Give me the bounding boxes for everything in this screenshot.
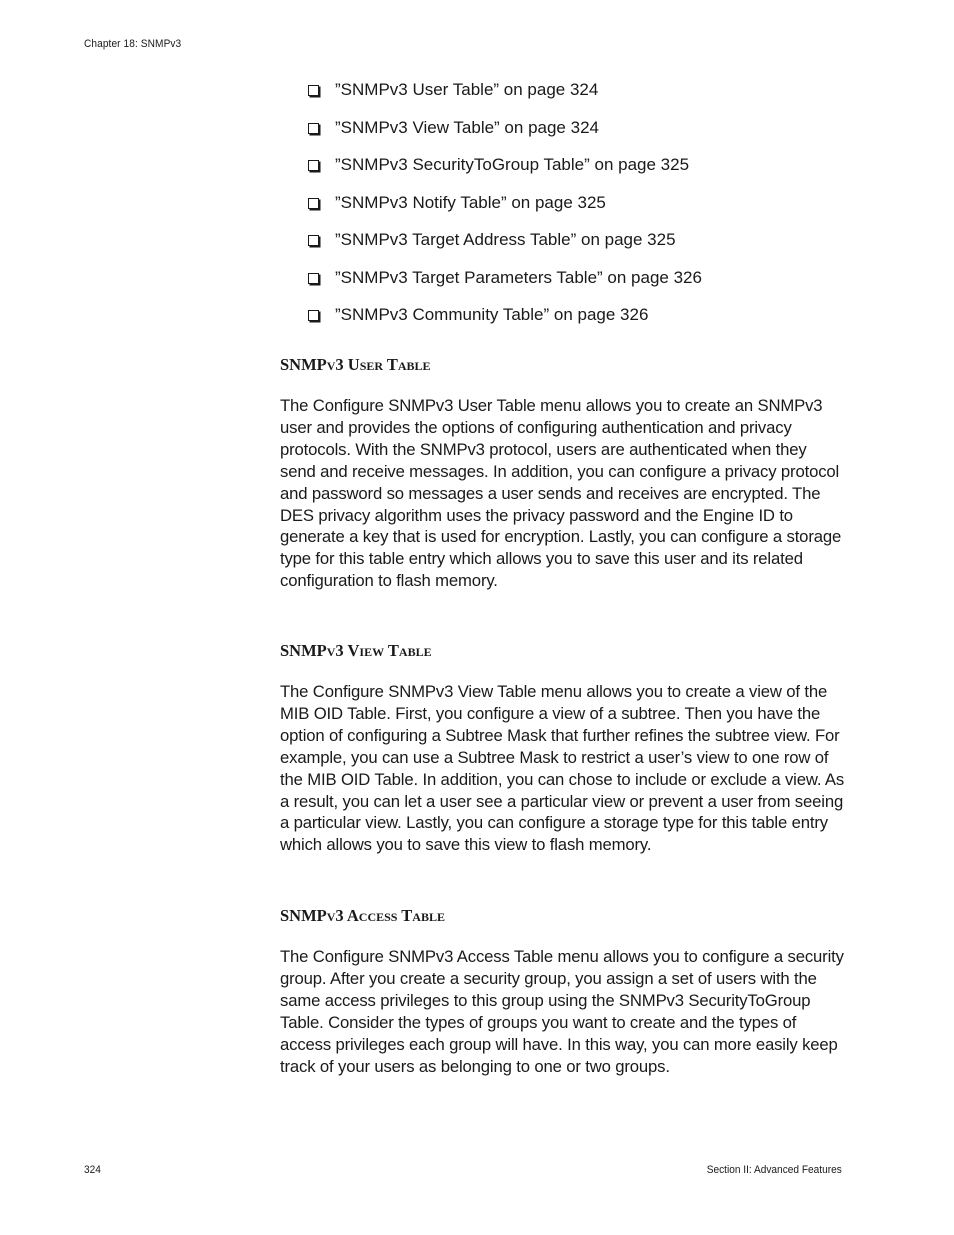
cross-reference-link[interactable]: ”SNMPv3 Target Parameters Table” on page 326 xyxy=(335,267,702,287)
checkbox-bullet-icon xyxy=(308,273,319,284)
checkbox-bullet-icon xyxy=(308,310,319,321)
list-item[interactable] xyxy=(308,78,702,116)
cross-reference-link[interactable]: ”SNMPv3 Target Address Table” on page 325 xyxy=(335,230,676,249)
section-heading: SNMPv3 Access Table xyxy=(280,906,445,925)
cross-reference-link[interactable]: ”SNMPv3 User Table” on page 324 xyxy=(335,80,599,99)
cross-reference-link[interactable]: ”SNMPv3 Notify Table” on page 325 xyxy=(335,192,606,212)
running-header: Chapter 18: SNMPv3 xyxy=(84,38,182,50)
checkbox-bullet-icon xyxy=(308,198,319,209)
running-footer: Section II: Advanced Features xyxy=(706,1164,842,1176)
section-user-table xyxy=(280,355,845,592)
checkbox-bullet-icon xyxy=(308,160,319,171)
section-body: The Configure SNMPv3 View Table menu allows you to create a view of the MIB OID Table. First, you configure a view of a subtree. Then you have the option of configuring a Subtree Mask that further refines the subtree view. For example, you can use a Subtree Mask to restrict a user’s view to one row of the MIB OID Table. In addition, you can chose to include or exclude a view. As a result, you can let a user see a particular view or prevent a user from seeing a particular view. Lastly, you can configure a storage type for this table entry which allows you to save this view to flash memory. xyxy=(280,682,845,855)
list-item[interactable] xyxy=(308,153,702,191)
checkbox-bullet-icon xyxy=(308,85,319,96)
section-heading: SNMPv3 View Table xyxy=(280,641,432,660)
list-item[interactable] xyxy=(308,116,702,154)
section-body: The Configure SNMPv3 Access Table menu allows you to configure a security group. After you create a security group, you assign a set of users with the same access privileges to this group using the SNMPv3 SecurityToGroup Table. Consider the types of groups you want to create and the types of access privileges each group will have. In this way, you can more easily keep track of your users as belonging to one or two groups. xyxy=(280,947,844,1076)
section-body: The Configure SNMPv3 User Table menu allows you to create an SNMPv3 user and provides the options of configuring authentication and privacy protocols. With the SNMPv3 protocol, users are authenticated when they send and receive messages. In addition, you can configure a privacy protocol and password so messages a user sends and receives are encrypted. The DES privacy algorithm uses the privacy password and the Engine ID to generate a key that is used for encryption. Lastly, you can configure a storage type for this table entry which allows you to save this user and its related configuration to flash memory. xyxy=(280,396,842,591)
cross-reference-list xyxy=(308,78,702,341)
section-view-table xyxy=(280,641,845,856)
cross-reference-link[interactable]: ”SNMPv3 SecurityToGroup Table” on page 325 xyxy=(335,155,690,174)
section-access-table xyxy=(280,906,845,1077)
checkbox-bullet-icon xyxy=(308,235,319,246)
cross-reference-link[interactable]: ”SNMPv3 View Table” on page 324 xyxy=(335,117,599,137)
page-number: 324 xyxy=(84,1164,101,1176)
section-heading: SNMPv3 User Table xyxy=(280,355,431,374)
list-item[interactable] xyxy=(308,191,702,229)
list-item[interactable] xyxy=(308,228,702,266)
checkbox-bullet-icon xyxy=(308,123,319,134)
list-item[interactable] xyxy=(308,266,702,304)
cross-reference-link[interactable]: ”SNMPv3 Community Table” on page 326 xyxy=(335,305,649,324)
list-item[interactable] xyxy=(308,303,702,341)
